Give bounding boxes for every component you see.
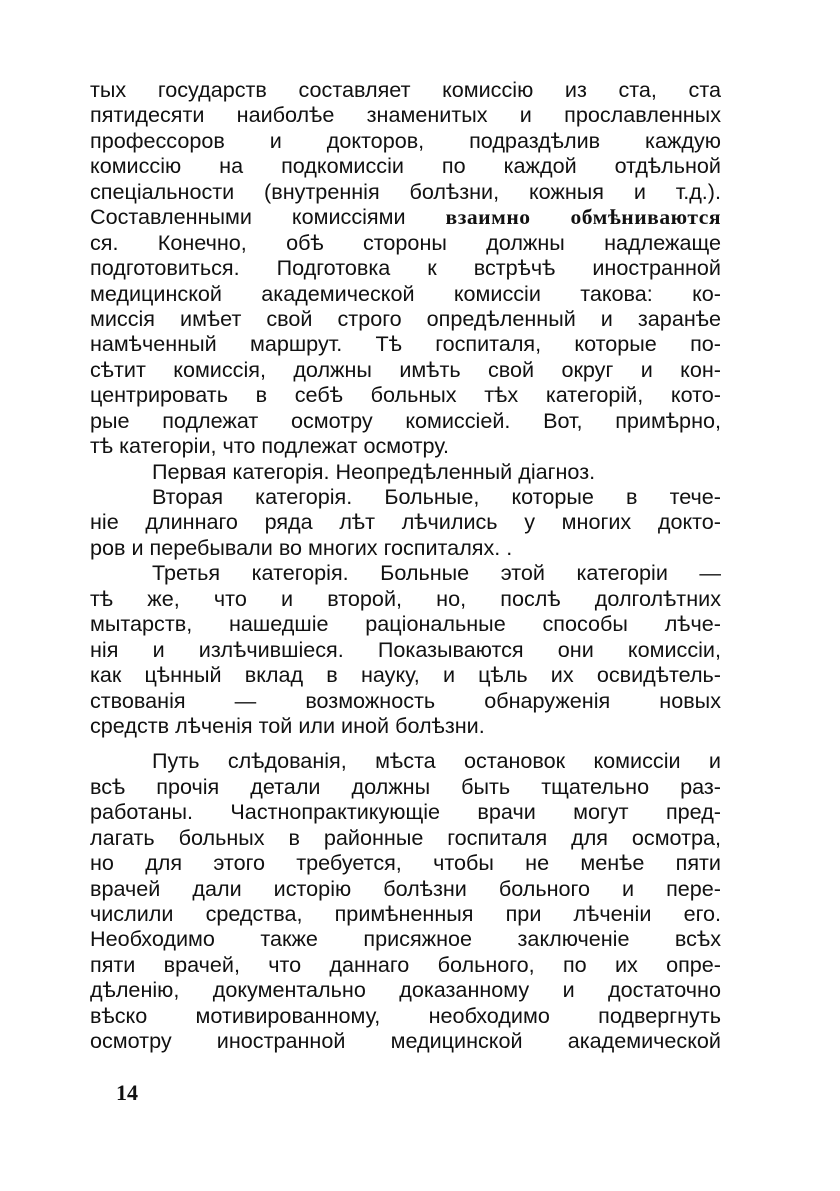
text-line: центрировать в себѣ больных тѣх категорій, кото-: [90, 382, 721, 408]
text-line: спеціальности (внутреннія болѣзни, кожныя и т.д.).: [90, 178, 721, 204]
text-line: Третья категорія. Больные этой категоріи —: [152, 560, 721, 586]
text-line: ся. Конечно, обѣ стороны должны надлежаще: [90, 229, 721, 255]
text-line: но для этого требуется, чтобы не менѣе пяти: [90, 850, 721, 876]
text-line: тых государств составляет комиссію из ста, ста: [90, 77, 721, 102]
text-line: Путь слѣдованія, мѣста остановок комиссіи и: [152, 748, 721, 774]
text-line: ров и перебывали во многих госпиталях. .: [90, 534, 513, 560]
text-line: пяти врачей, что даннаго больного, по их опре-: [90, 951, 721, 977]
text-line: средств лѣченія той или иной болѣзни.: [90, 712, 485, 738]
text-segment: Составленными комиссіями: [90, 204, 406, 230]
text-line: ніе длиннаго ряда лѣт лѣчились у многих докто-: [90, 509, 721, 535]
text-line: Необходимо также присяжное заключеніе всѣх: [90, 926, 721, 952]
text-line: числили средства, примѣненныя при лѣченіи его.: [90, 901, 721, 926]
text-line: медицинской академической комиссіи такова: ко-: [90, 280, 721, 306]
text-line: вѣско мотивированному, необходимо подвергнуть: [90, 1002, 721, 1028]
text-line: дѣленію, документально доказанному и достаточно: [90, 977, 721, 1003]
text-line: сѣтит комиссія, должны имѣть свой округ и кон-: [90, 356, 721, 382]
text-line: тѣ же, что и второй, но, послѣ долголѣтних: [90, 585, 721, 611]
paragraph-gap: [90, 738, 721, 748]
text-line: лагать больных в районные госпиталя для осмотра,: [90, 824, 721, 850]
text-line: как цѣнный вклад в науку, и цѣль их освидѣтель-: [90, 662, 721, 688]
text-line: пятидесяти наиболѣе знаменитых и прославленных: [90, 102, 721, 128]
text-line: врачей дали исторію болѣзни больного и пере-: [90, 875, 721, 901]
text-line: нія и излѣчившіеся. Показываются они комиссіи,: [90, 636, 721, 662]
text-line: мытарств, нашедшіе раціональные способы лѣче-: [90, 611, 721, 637]
text-line: всѣ прочія детали должны быть тщательно раз-: [90, 773, 721, 799]
text-line: Первая категорія. Неопредѣленный діагноз.: [152, 458, 596, 484]
emphasized-text: взаимно обмѣниваются: [445, 205, 721, 230]
text-line: миссія имѣет свой строго опредѣленный и заранѣе: [90, 305, 721, 331]
text-line: подготовиться. Подготовка к встрѣчѣ иностранной: [90, 255, 721, 281]
text-line: работаны. Частнопрактикующіе врачи могут пред-: [90, 799, 721, 825]
text-line-with-emphasis: [90, 204, 721, 229]
text-line: тѣ категоріи, что подлежат осмотру.: [90, 433, 449, 459]
page-text: [90, 77, 721, 1054]
page-number: 14: [116, 1080, 138, 1105]
text-line: Вторая категорія. Больные, которые в тече-: [152, 484, 721, 509]
text-line: рые подлежат осмотру комиссіей. Вот, примѣрно,: [90, 407, 721, 433]
text-line: профессоров и докторов, подраздѣлив каждую: [90, 127, 721, 153]
text-line: осмотру иностранной медицинской академической: [90, 1028, 721, 1054]
text-line: намѣченный маршрут. Тѣ госпиталя, которые по-: [90, 331, 721, 357]
text-line: комиссію на подкомиссіи по каждой отдѣльной: [90, 153, 721, 179]
text-line: ствованія — возможность обнаруженія новых: [90, 687, 721, 713]
